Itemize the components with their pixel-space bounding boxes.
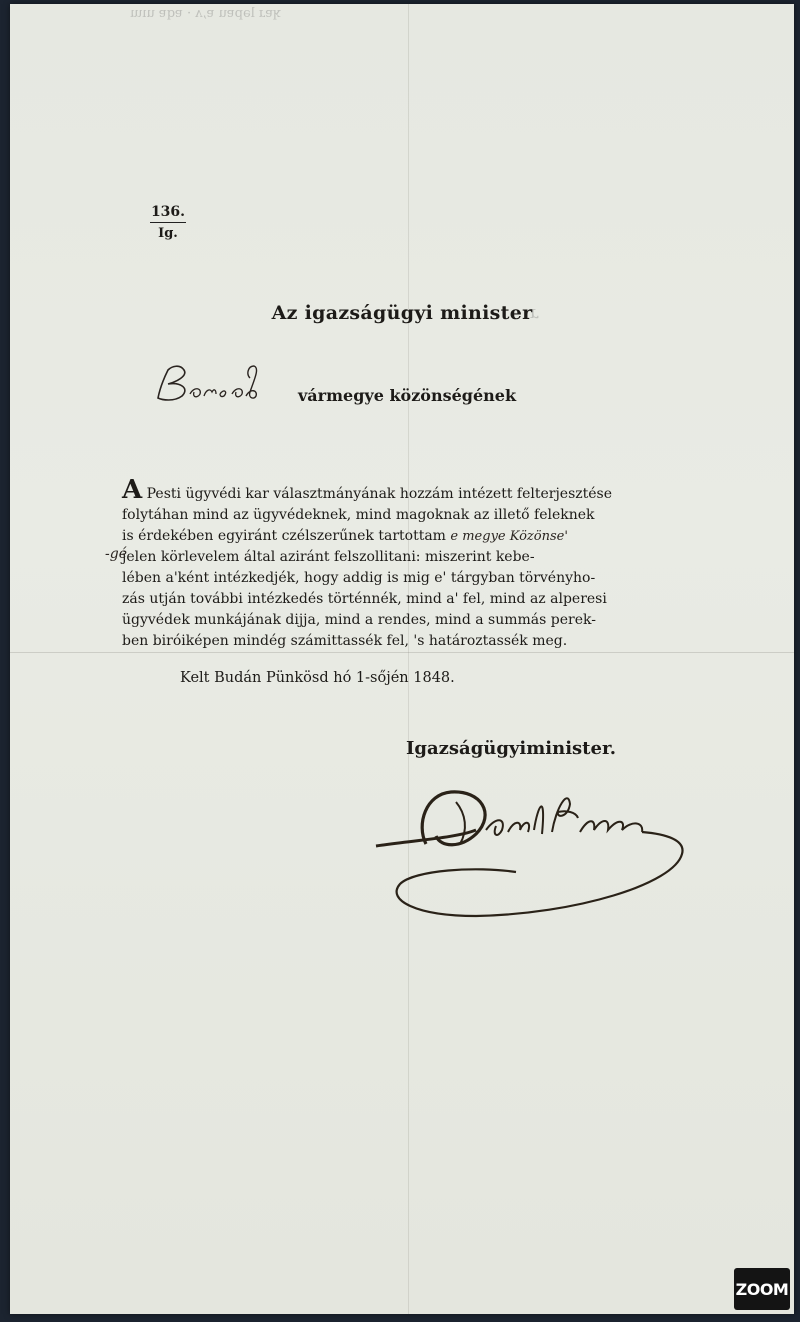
- handwritten-insertion: e megye Közönse': [450, 529, 568, 544]
- document-number-suffix: Ig.: [158, 226, 178, 241]
- addressee-label: vármegye közönségének: [298, 386, 517, 405]
- body-line-7: ügyvédek munkájának dijja, mind a rendes, mind a summás perek-: [122, 612, 596, 628]
- fold-line-vertical: [408, 4, 409, 1314]
- body-line-8: ben biróiképen mindég számittassék fel, 's határoztassék meg.: [122, 633, 568, 649]
- zoom-logo-badge: [734, 1268, 790, 1310]
- signature-image: [356, 774, 706, 934]
- bleed-through-top: ʞɐɹ lǝpɐu ɐ,ʌ · ɐqɐ uıɯ: [130, 6, 282, 21]
- drop-cap: A: [122, 475, 143, 505]
- zoom-logo-label: ZOOM: [735, 1279, 789, 1299]
- body-line-4: jelen körlevelem által aziránt felszollitani: miszerint kebe-: [122, 549, 535, 565]
- handwritten-margin: -gé: [105, 546, 127, 562]
- date-line: Kelt Budán Pünkösd hó 1-sőjén 1848.: [180, 670, 455, 686]
- body-line-2: folytáhan mind az ügyvédeknek, mind magoknak az illető feleknek: [122, 507, 595, 523]
- body-text: [122, 475, 613, 652]
- document-paper: [10, 4, 794, 1314]
- document-number: [150, 204, 186, 241]
- signer-title: Igazságügyiminister.: [406, 738, 617, 759]
- handwritten-borsod: [150, 360, 290, 410]
- fold-line-horizontal: [10, 652, 794, 653]
- body-line-3: [122, 526, 612, 547]
- body-line-3-text: is érdekében egyiránt czélszerűnek tartottam: [122, 528, 446, 544]
- body-line-1-text: Pesti ügyvédi kar választmányának hozzám intézett felterjesztése: [142, 486, 613, 502]
- bleed-through-right: ɹ: [530, 302, 540, 323]
- body-line-5: lében a'ként intézkedjék, hogy addig is mig e' tárgyban törvényho-: [122, 570, 596, 586]
- body-line-6: zás utján további intézkedés történnék, mind a' fel, mind az alperesi: [122, 591, 607, 607]
- body-line-1: [122, 475, 613, 505]
- addressee: [150, 360, 570, 420]
- page-title: Az igazságügyi minister: [271, 302, 533, 324]
- document-number-value: 136.: [150, 204, 186, 223]
